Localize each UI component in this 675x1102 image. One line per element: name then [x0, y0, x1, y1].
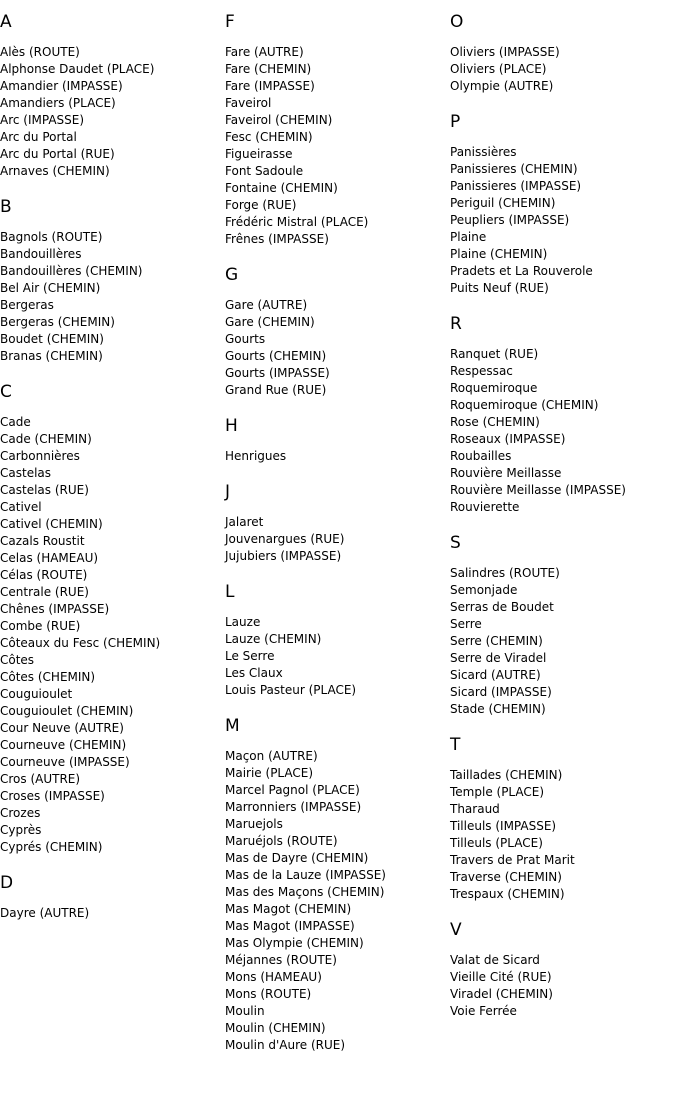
street-entry: Rouvière Meillasse [450, 466, 562, 480]
street-entry: Rouvière Meillasse (IMPASSE) [450, 483, 626, 497]
street-entry: Gourts (CHEMIN) [225, 349, 327, 363]
street-entry: Louis Pasteur (PLACE) [225, 683, 357, 697]
street-list [225, 44, 450, 248]
street-entry: Cativel [0, 500, 42, 514]
street-entry: Traverse (CHEMIN) [450, 870, 562, 884]
street-entry: Chênes (IMPASSE) [0, 602, 110, 616]
street-entry: Bagnols (ROUTE) [0, 230, 103, 244]
street-entry: Pradets et La Rouverole [450, 264, 593, 278]
street-entry: Cade [0, 415, 31, 429]
street-entry: Gare (AUTRE) [225, 298, 308, 312]
street-entry: Stade (CHEMIN) [450, 702, 546, 716]
street-entry: Fesc (CHEMIN) [225, 130, 313, 144]
section-letter-heading: A [0, 12, 12, 32]
section-letter-heading: S [450, 533, 461, 553]
street-entry: Serre [450, 617, 482, 631]
street-entry: Marcel Pagnol (PLACE) [225, 783, 360, 797]
street-entry: Les Claux [225, 666, 283, 680]
street-entry: Courneuve (CHEMIN) [0, 738, 127, 752]
street-entry: Mas Magot (CHEMIN) [225, 902, 352, 916]
letter-section [450, 314, 675, 516]
street-entry: Dayre (AUTRE) [0, 906, 90, 920]
street-entry: Tharaud [450, 802, 500, 816]
section-letter-heading: R [450, 314, 462, 334]
street-entry: Travers de Prat Marit [450, 853, 575, 867]
street-list [0, 44, 225, 180]
street-list [450, 767, 675, 903]
letter-section [0, 197, 225, 365]
street-entry: Cyprés (CHEMIN) [0, 840, 103, 854]
street-entry: Croses (IMPASSE) [0, 789, 105, 803]
street-entry: Cativel (CHEMIN) [0, 517, 103, 531]
street-entry: Tilleuls (PLACE) [450, 836, 543, 850]
street-entry: Sicard (AUTRE) [450, 668, 541, 682]
street-entry: Bandouillères [0, 247, 82, 261]
street-entry: Fare (IMPASSE) [225, 79, 315, 93]
street-entry: Couguioulet (CHEMIN) [0, 704, 134, 718]
street-entry: Fontaine (CHEMIN) [225, 181, 338, 195]
section-letter-heading: J [225, 482, 231, 502]
section-letter-heading: C [0, 382, 12, 402]
street-entry: Courneuve (IMPASSE) [0, 755, 130, 769]
street-entry: Frênes (IMPASSE) [225, 232, 329, 246]
street-entry: Salindres (ROUTE) [450, 566, 560, 580]
street-entry: Alphonse Daudet (PLACE) [0, 62, 155, 76]
section-letter-heading: O [450, 12, 464, 32]
street-entry: Figueirasse [225, 147, 293, 161]
street-entry: Valat de Sicard [450, 953, 540, 967]
street-entry: Panissières [450, 145, 517, 159]
street-entry: Sicard (IMPASSE) [450, 685, 552, 699]
street-entry: Puits Neuf (RUE) [450, 281, 549, 295]
street-entry: Bandouillères (CHEMIN) [0, 264, 143, 278]
street-entry: Henrigues [225, 449, 287, 463]
street-entry: Couguioulet [0, 687, 73, 701]
letter-section [0, 873, 225, 922]
street-entry: Taillades (CHEMIN) [450, 768, 563, 782]
letter-section [450, 533, 675, 718]
street-list [0, 229, 225, 365]
street-entry: Roseaux (IMPASSE) [450, 432, 566, 446]
street-entry: Boudet (CHEMIN) [0, 332, 104, 346]
street-entry: Côtes [0, 653, 35, 667]
street-list [225, 614, 450, 699]
street-entry: Forge (RUE) [225, 198, 297, 212]
letter-section [225, 582, 450, 699]
street-entry: Mons (HAMEAU) [225, 970, 322, 984]
street-entry: Jujubiers (IMPASSE) [225, 549, 342, 563]
street-entry: Serre (CHEMIN) [450, 634, 543, 648]
street-entry: Bergeras [0, 298, 54, 312]
street-entry: Arc du Portal [0, 130, 77, 144]
street-list [0, 905, 225, 922]
section-letter-heading: T [450, 735, 461, 755]
street-entry: Cade (CHEMIN) [0, 432, 92, 446]
street-entry: Mas de la Lauze (IMPASSE) [225, 868, 386, 882]
street-entry: Célas (ROUTE) [0, 568, 88, 582]
street-entry: Panissieres (CHEMIN) [450, 162, 578, 176]
street-entry: Oliviers (IMPASSE) [450, 45, 560, 59]
street-entry: Roubailles [450, 449, 512, 463]
street-entry: Maruejols [225, 817, 283, 831]
street-entry: Crozes [0, 806, 41, 820]
street-entry: Semonjade [450, 583, 518, 597]
street-entry: Maruéjols (ROUTE) [225, 834, 338, 848]
street-entry: Arc du Portal (RUE) [0, 147, 115, 161]
letter-section [450, 735, 675, 903]
street-entry: Cros (AUTRE) [0, 772, 81, 786]
street-list [225, 448, 450, 465]
letter-section [0, 382, 225, 856]
street-entry: Trespaux (CHEMIN) [450, 887, 565, 901]
section-letter-heading: F [225, 12, 235, 32]
street-entry: Celas (HAMEAU) [0, 551, 99, 565]
street-entry: Gourts (IMPASSE) [225, 366, 330, 380]
street-entry: Bel Air (CHEMIN) [0, 281, 101, 295]
street-list [225, 297, 450, 399]
section-letter-heading: M [225, 716, 240, 736]
street-entry: Amandier (IMPASSE) [0, 79, 123, 93]
street-entry: Grand Rue (RUE) [225, 383, 327, 397]
letter-section [225, 416, 450, 465]
street-list [0, 414, 225, 856]
street-entry: Lauze [225, 615, 261, 629]
street-entry: Mas des Maçons (CHEMIN) [225, 885, 385, 899]
letter-section [450, 12, 675, 95]
street-entry: Côteaux du Fesc (CHEMIN) [0, 636, 161, 650]
index-column-3 [450, 12, 675, 1037]
street-entry: Periguil (CHEMIN) [450, 196, 556, 210]
street-entry: Moulin (CHEMIN) [225, 1021, 326, 1035]
street-entry: Olympie (AUTRE) [450, 79, 554, 93]
section-letter-heading: H [225, 416, 238, 436]
section-letter-heading: G [225, 265, 239, 285]
street-entry: Maçon (AUTRE) [225, 749, 318, 763]
street-entry: Arc (IMPASSE) [0, 113, 85, 127]
street-entry: Cazals Roustit [0, 534, 85, 548]
street-entry: Gourts [225, 332, 266, 346]
street-entry: Frédéric Mistral (PLACE) [225, 215, 369, 229]
street-entry: Le Serre [225, 649, 275, 663]
street-list [450, 565, 675, 718]
street-entry: Mairie (PLACE) [225, 766, 314, 780]
street-entry: Branas (CHEMIN) [0, 349, 103, 363]
street-entry: Mons (ROUTE) [225, 987, 312, 1001]
letter-section [225, 482, 450, 565]
index-column-2 [225, 12, 450, 1071]
street-entry: Voie Ferrée [450, 1004, 517, 1018]
street-entry: Faveirol (CHEMIN) [225, 113, 333, 127]
letter-section [0, 12, 225, 180]
street-list [450, 346, 675, 516]
street-entry: Centrale (RUE) [0, 585, 89, 599]
street-entry: Marronniers (IMPASSE) [225, 800, 362, 814]
street-entry: Faveirol [225, 96, 272, 110]
street-entry: Rouvierette [450, 500, 520, 514]
street-entry: Temple (PLACE) [450, 785, 545, 799]
street-entry: Vieille Cité (RUE) [450, 970, 552, 984]
street-entry: Moulin d'Aure (RUE) [225, 1038, 346, 1052]
section-letter-heading: V [450, 920, 462, 940]
street-entry: Ranquet (RUE) [450, 347, 539, 361]
street-entry: Jouvenargues (RUE) [225, 532, 345, 546]
street-entry: Côtes (CHEMIN) [0, 670, 96, 684]
street-entry: Serras de Boudet [450, 600, 554, 614]
street-list [450, 44, 675, 95]
street-entry: Panissieres (IMPASSE) [450, 179, 582, 193]
letter-section [450, 920, 675, 1020]
letter-section [225, 265, 450, 399]
section-letter-heading: D [0, 873, 14, 893]
street-entry: Plaine (CHEMIN) [450, 247, 548, 261]
index-column-1 [0, 12, 225, 939]
letter-section [225, 12, 450, 248]
street-entry: Roquemiroque (CHEMIN) [450, 398, 599, 412]
street-entry: Mas Magot (IMPASSE) [225, 919, 355, 933]
street-entry: Amandiers (PLACE) [0, 96, 116, 110]
street-entry: Respessac [450, 364, 513, 378]
street-entry: Castelas [0, 466, 52, 480]
street-entry: Rose (CHEMIN) [450, 415, 540, 429]
street-entry: Gare (CHEMIN) [225, 315, 315, 329]
street-entry: Moulin [225, 1004, 265, 1018]
street-list [225, 748, 450, 1054]
street-entry: Fare (AUTRE) [225, 45, 304, 59]
street-entry: Alès (ROUTE) [0, 45, 80, 59]
section-letter-heading: B [0, 197, 12, 217]
street-entry: Jalaret [225, 515, 264, 529]
street-entry: Peupliers (IMPASSE) [450, 213, 570, 227]
street-entry: Mas Olympie (CHEMIN) [225, 936, 364, 950]
street-entry: Roquemiroque [450, 381, 538, 395]
letter-section [225, 716, 450, 1054]
street-entry: Lauze (CHEMIN) [225, 632, 322, 646]
street-entry: Carbonnières [0, 449, 80, 463]
section-letter-heading: L [225, 582, 235, 602]
street-entry: Arnaves (CHEMIN) [0, 164, 110, 178]
street-entry: Castelas (RUE) [0, 483, 89, 497]
street-list [225, 514, 450, 565]
street-entry: Méjannes (ROUTE) [225, 953, 337, 967]
street-entry: Cour Neuve (AUTRE) [0, 721, 124, 735]
letter-section [450, 112, 675, 297]
street-entry: Mas de Dayre (CHEMIN) [225, 851, 369, 865]
street-entry: Tilleuls (IMPASSE) [450, 819, 557, 833]
street-entry: Bergeras (CHEMIN) [0, 315, 115, 329]
street-entry: Serre de Viradel [450, 651, 547, 665]
street-entry: Fare (CHEMIN) [225, 62, 312, 76]
street-entry: Combe (RUE) [0, 619, 81, 633]
section-letter-heading: P [450, 112, 461, 132]
street-list [450, 952, 675, 1020]
street-entry: Font Sadoule [225, 164, 304, 178]
street-entry: Cyprès [0, 823, 42, 837]
street-entry: Plaine [450, 230, 487, 244]
street-entry: Viradel (CHEMIN) [450, 987, 553, 1001]
street-list [450, 144, 675, 297]
street-entry: Oliviers (PLACE) [450, 62, 547, 76]
